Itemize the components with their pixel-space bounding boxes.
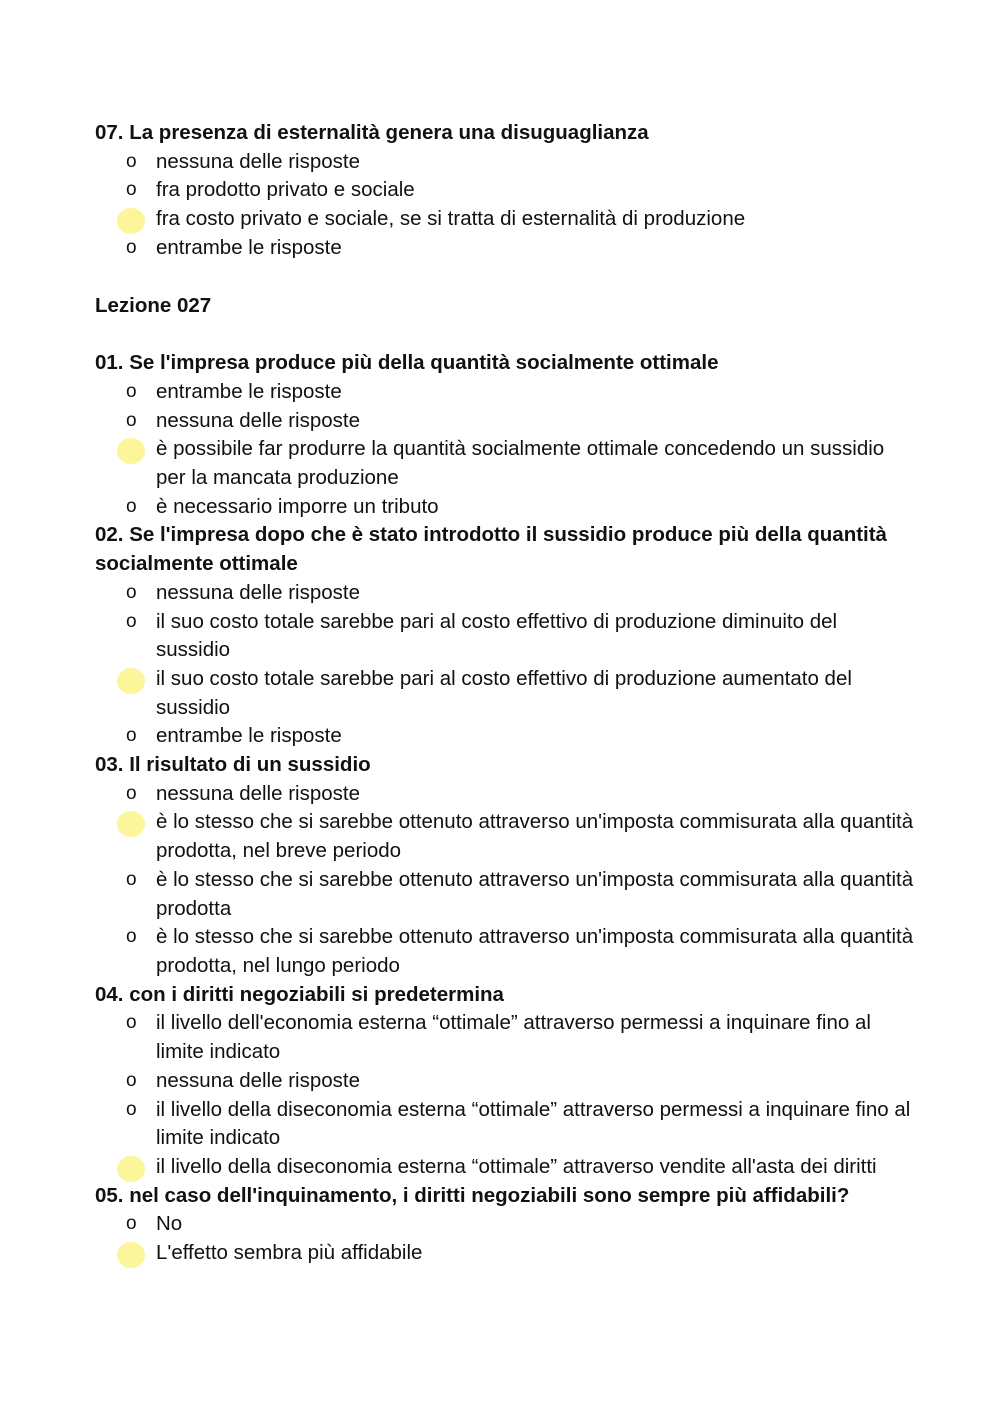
lesson-heading: Lezione 027 [95, 293, 212, 317]
bullet-icon: o [126, 926, 137, 948]
answer-option-text: è possibile far produrre la quantità socialmente ottimale concedendo un sussidio per la mancata produzione [156, 437, 885, 490]
answer-option-text: entrambe le risposte [156, 724, 342, 748]
question-title: 04. con i diritti negoziabili si predetermina [95, 982, 504, 1006]
bullet-icon: o [126, 581, 137, 603]
answer-options [95, 148, 915, 263]
bullet-icon: o [126, 725, 137, 747]
answer-option-text: No [156, 1212, 183, 1236]
answer-option-text: è lo stesso che si sarebbe ottenuto attraverso un'imposta commisurata alla quantità prodotta, nel lungo periodo [156, 925, 914, 977]
answer-option [95, 176, 915, 205]
answer-option-text: nessuna delle risposte [156, 781, 360, 805]
answer-option [95, 148, 915, 177]
answer-options [95, 780, 915, 981]
bullet-icon: o [126, 236, 137, 258]
answer-option [95, 1096, 915, 1153]
bullet-icon: o [126, 610, 137, 632]
bullet-icon: o [126, 409, 137, 431]
highlight-marker-icon [117, 1156, 145, 1182]
answer-option [95, 493, 915, 522]
answer-option-text: fra prodotto privato e sociale [156, 178, 415, 202]
answer-option-text: è lo stesso che si sarebbe ottenuto attraverso un'imposta commisurata alla quantità prodotta, nel breve periodo [156, 810, 914, 863]
answer-option-correct [95, 1153, 915, 1182]
bullet-icon: o [126, 1012, 137, 1034]
bullet-icon: o [126, 868, 137, 890]
question-title: 02. Se l'impresa dopo che è stato introdotto il sussidio produce più della quantità socialmente ottimale [95, 523, 887, 576]
highlight-marker-icon [117, 438, 145, 464]
answer-option [95, 579, 915, 608]
answer-option [95, 234, 915, 263]
answer-options [95, 378, 915, 522]
answer-option [95, 378, 915, 407]
answer-option-text: è necessario imporre un tributo [156, 494, 439, 518]
answer-options [95, 579, 915, 751]
answer-option-text: il livello dell'economia esterna “ottimale” attraverso permessi a inquinare fino al limite indicato [156, 1011, 871, 1064]
answer-option-text: il suo costo totale sarebbe pari al costo effettivo di produzione diminuito del sussidio [156, 609, 838, 662]
answer-option-correct [95, 205, 915, 234]
answer-option-text: entrambe le risposte [156, 235, 342, 259]
answer-option-text: il suo costo totale sarebbe pari al costo effettivo di produzione aumentato del sussidio [156, 666, 852, 719]
answer-option [95, 1067, 915, 1096]
answer-option [95, 1210, 915, 1239]
answer-option [95, 1009, 915, 1066]
answer-option-correct [95, 808, 915, 865]
answer-option-text: L'effetto sembra più affidabile [156, 1241, 423, 1265]
answer-options [95, 1210, 915, 1267]
answer-option-text: nessuna delle risposte [156, 1068, 360, 1092]
question-title: 03. Il risultato di un sussidio [95, 753, 371, 777]
answer-option-text: nessuna delle risposte [156, 149, 360, 173]
bullet-icon: o [126, 1213, 137, 1235]
answer-option [95, 923, 915, 980]
question-title: 05. nel caso dell'inquinamento, i diritti negoziabili sono sempre più affidabili? [95, 1183, 850, 1207]
bullet-icon: o [126, 380, 137, 402]
answer-option-text: nessuna delle risposte [156, 580, 360, 604]
answer-option [95, 780, 915, 809]
bullet-icon: o [126, 1069, 137, 1091]
bullet-icon: o [126, 495, 137, 517]
answer-option-text: entrambe le risposte [156, 379, 342, 403]
answer-option-correct [95, 665, 915, 722]
highlight-marker-icon [117, 668, 145, 694]
answer-option-text: fra costo privato e sociale, se si tratta di esternalità di produzione [156, 207, 746, 231]
answer-option-correct [95, 435, 915, 492]
answer-options [95, 1009, 915, 1181]
highlight-marker-icon [117, 1242, 145, 1268]
quiz-content [95, 119, 915, 1268]
answer-option-text: è lo stesso che si sarebbe ottenuto attraverso un'imposta commisurata alla quantità prodotta [156, 867, 914, 920]
bullet-icon: o [126, 1098, 137, 1120]
question-title: 01. Se l'impresa produce più della quantità socialmente ottimale [95, 351, 719, 375]
answer-option-text: il livello della diseconomia esterna “ottimale” attraverso permessi a inquinare fino al limite indicato [156, 1097, 911, 1150]
highlight-marker-icon [117, 811, 145, 837]
answer-option [95, 608, 915, 665]
question-title: 07. La presenza di esternalità genera una disuguaglianza [95, 121, 649, 144]
bullet-icon: o [126, 782, 137, 804]
answer-option-text: il livello della diseconomia esterna “ottimale” attraverso vendite all'asta dei diritti [156, 1154, 877, 1178]
answer-option [95, 866, 915, 923]
answer-option [95, 722, 915, 751]
answer-option [95, 407, 915, 436]
answer-option-text: nessuna delle risposte [156, 408, 360, 432]
highlight-marker-icon [117, 208, 145, 234]
bullet-icon: o [126, 150, 137, 172]
bullet-icon: o [126, 179, 137, 201]
answer-option-correct [95, 1239, 915, 1268]
